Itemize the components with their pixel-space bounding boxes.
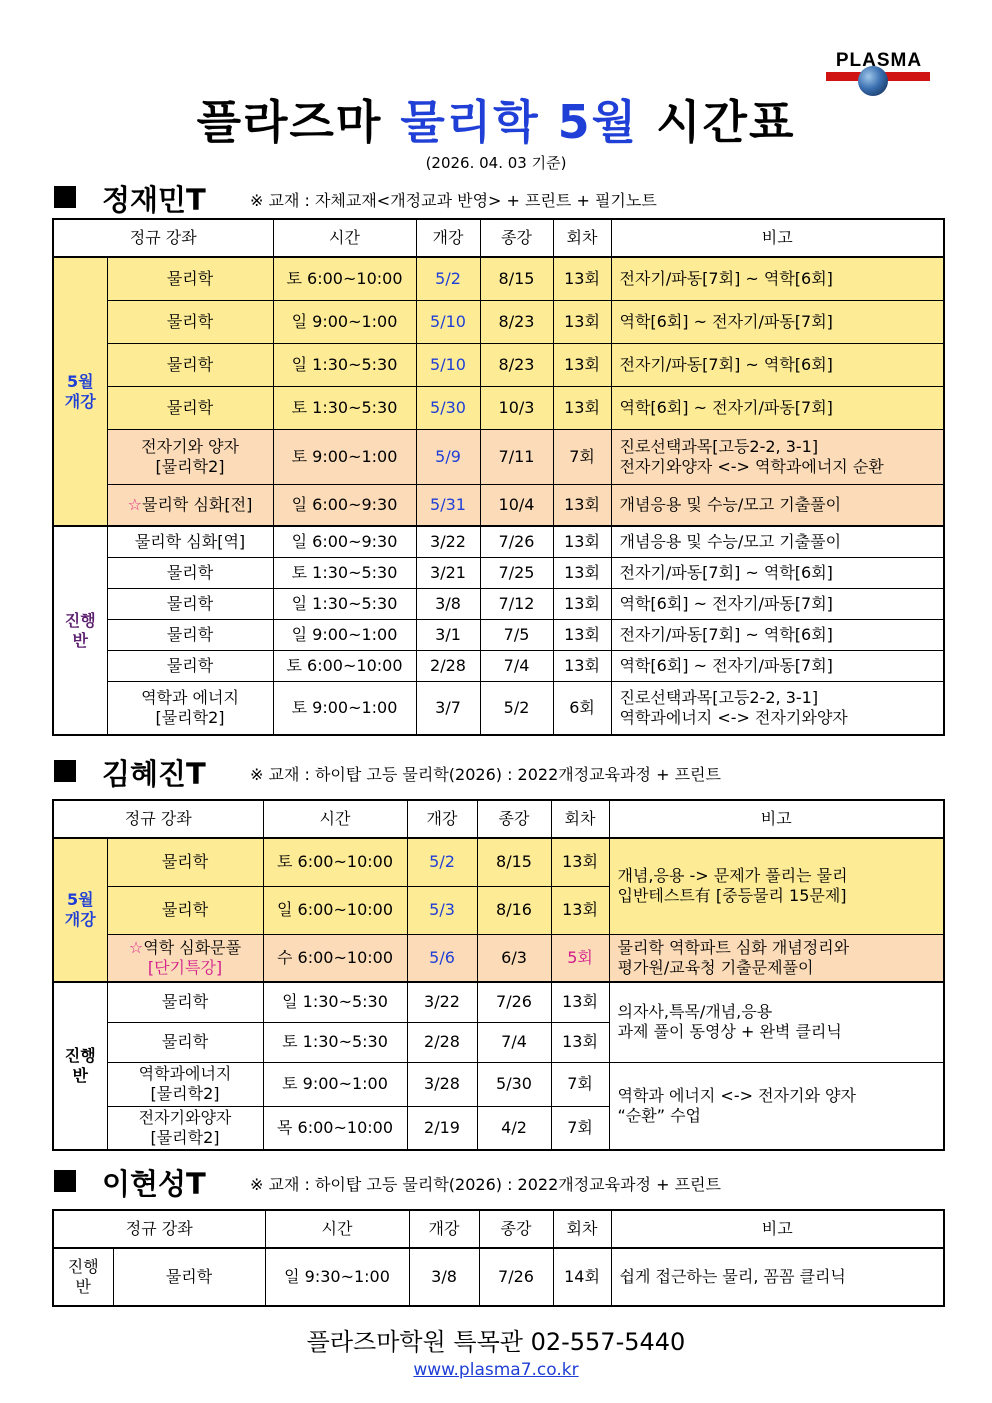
textbook-note: ※ 교재 : 자체교재<개정교과 반영> + 프린트 + 필기노트 [250,191,657,210]
course-cell: 전자기와 양자 [물리학2] [107,429,273,484]
course-cell: 물리학 [107,300,273,343]
course-cell: 물리학 [107,619,273,650]
note-cell: 개념응용 및 수능/모고 기출풀이 [611,484,944,526]
count-cell: 13회 [553,619,611,650]
time-cell: 일 1:30~5:30 [273,588,416,619]
note-cell: 전자기/파동[7회] ~ 역학[6회] [611,557,944,588]
table-header-row [53,219,944,257]
start-cell: 5/6 [407,934,477,982]
end-cell: 10/4 [480,484,553,526]
end-cell: 8/23 [480,343,553,386]
time-cell: 토 6:00~10:00 [273,650,416,681]
count-cell: 6회 [553,681,611,735]
start-cell: 5/30 [416,386,480,429]
note-cell: 역학[6회] ~ 전자기/파동[7회] [611,386,944,429]
section3-table [52,1209,945,1307]
time-cell: 일 9:30~1:00 [265,1248,409,1306]
table-row [53,257,944,300]
count-cell: 13회 [551,838,609,886]
count-cell: 13회 [551,886,609,934]
table-row [53,982,944,1022]
time-cell: 일 9:00~1:00 [273,300,416,343]
end-cell: 10/3 [480,386,553,429]
note-cell: 역학[6회] ~ 전자기/파동[7회] [611,588,944,619]
section2-table [52,799,945,1151]
end-cell: 4/2 [477,1106,551,1150]
textbook-note: ※ 교재 : 하이탑 고등 물리학(2026) : 2022개정교육과정 + 프린트 [250,1175,721,1194]
count-cell: 13회 [553,257,611,300]
end-cell: 7/4 [480,650,553,681]
table-row [53,588,944,619]
course-cell: 물리학 [107,650,273,681]
count-cell: 13회 [553,300,611,343]
textbook-note: ※ 교재 : 하이탑 고등 물리학(2026) : 2022개정교육과정 + 프린트 [250,765,721,784]
course-sub-text: [단기특강] [147,957,223,977]
course-cell: 물리학 [107,886,263,934]
count-cell: 13회 [551,1022,609,1062]
time-cell: 토 1:30~5:30 [273,557,416,588]
time-cell: 토 9:00~1:00 [273,429,416,484]
table-row [53,429,944,484]
course-cell: 물리학 [113,1248,265,1306]
time-cell: 일 6:00~9:30 [273,484,416,526]
count-cell: 7회 [551,1106,609,1150]
end-cell: 7/12 [480,588,553,619]
date-reference: (2026. 04. 03 기준) [425,154,567,172]
footer-contact: 플라즈마학원 특목관 02-557-5440 [306,1328,686,1356]
count-cell: 13회 [553,588,611,619]
table-header-row [53,800,944,838]
time-cell: 토 6:00~10:00 [273,257,416,300]
course-cell: 물리학 [107,343,273,386]
header-note: 비고 [611,1210,944,1248]
course-cell: 물리학 [107,588,273,619]
table-row [53,619,944,650]
end-cell: 8/15 [480,257,553,300]
start-cell: 5/9 [416,429,480,484]
time-cell: 일 1:30~5:30 [273,343,416,386]
group-label-ongoing: 진행 반 [53,1248,113,1306]
header-course: 정규 강좌 [53,219,273,257]
section-bullet-icon [54,186,76,208]
header-start: 개강 [416,219,480,257]
header-end: 종강 [480,219,553,257]
start-cell: 3/8 [409,1248,479,1306]
course-cell [107,934,263,982]
group-label-ongoing: 진행 반 [53,526,107,735]
course-cell: 물리학 [107,557,273,588]
time-cell: 토 1:30~5:30 [263,1022,407,1062]
website-link[interactable]: www.plasma7.co.kr [413,1360,579,1380]
course-text: 물리학 심화[전] [142,494,253,514]
header-course: 정규 강좌 [53,1210,265,1248]
note-cell: 전자기/파동[7회] ~ 역학[6회] [611,343,944,386]
count-cell: 13회 [553,557,611,588]
end-cell: 7/4 [477,1022,551,1062]
end-cell: 7/25 [480,557,553,588]
time-cell: 일 6:00~10:00 [263,886,407,934]
start-cell: 3/8 [416,588,480,619]
count-cell: 13회 [553,343,611,386]
header-course: 정규 강좌 [53,800,263,838]
start-cell: 2/19 [407,1106,477,1150]
note-cell: 진로선택과목[고등2-2, 3-1] 역학과에너지 <-> 전자기와양자 [611,681,944,735]
group-label-ongoing: 진행 반 [53,982,107,1150]
table-row [53,1248,944,1306]
table-header-row [53,1210,944,1248]
time-cell: 일 6:00~9:30 [273,526,416,557]
table-row [53,650,944,681]
end-cell: 7/26 [479,1248,553,1306]
time-cell: 수 6:00~10:00 [263,934,407,982]
header-note: 비고 [609,800,944,838]
title-part1: 플라즈마 [196,95,401,149]
start-cell: 3/22 [416,526,480,557]
note-cell: 의자사,특목/개념,응용 과제 풀이 동영상 + 완벽 클리닉 [609,982,944,1062]
header-note: 비고 [611,219,944,257]
count-cell: 7회 [553,429,611,484]
count-cell: 13회 [553,526,611,557]
note-cell: 개념,응용 -> 문제가 풀리는 물리 입반테스트有 [중등물리 15문제] [609,838,944,934]
star-icon: ☆ [128,937,144,957]
header-end: 종강 [477,800,551,838]
count-cell: 13회 [553,484,611,526]
header-count: 회차 [553,1210,611,1248]
time-cell: 목 6:00~10:00 [263,1106,407,1150]
start-cell: 5/2 [416,257,480,300]
section1-table [52,218,945,736]
teacher-name: 김혜진T [102,757,206,791]
course-cell: 물리학 [107,838,263,886]
end-cell: 5/30 [477,1062,551,1106]
table-row [53,526,944,557]
group-label-may: 5월 개강 [53,838,107,982]
count-cell: 13회 [553,386,611,429]
title-part3: 시간표 [638,95,796,149]
start-cell: 3/7 [416,681,480,735]
end-cell: 7/26 [477,982,551,1022]
header-count: 회차 [551,800,609,838]
note-cell: 물리학 역학파트 심화 개념정리와 평가원/교육청 기출문제풀이 [609,934,944,982]
count-cell: 13회 [551,982,609,1022]
table-row [53,343,944,386]
header-start: 개강 [407,800,477,838]
end-cell: 8/23 [480,300,553,343]
header-time: 시간 [265,1210,409,1248]
section-bullet-icon [54,1170,76,1192]
end-cell: 8/16 [477,886,551,934]
end-cell: 6/3 [477,934,551,982]
start-cell: 2/28 [416,650,480,681]
course-cell: 물리학 심화[역] [107,526,273,557]
course-cell: 물리학 [107,386,273,429]
end-cell: 7/5 [480,619,553,650]
count-cell: 13회 [553,650,611,681]
time-cell: 토 9:00~1:00 [263,1062,407,1106]
count-cell: 7회 [551,1062,609,1106]
note-cell: 쉽게 접근하는 물리, 꼼꼼 클리닉 [611,1248,944,1306]
course-cell: 물리학 [107,257,273,300]
table-row [53,838,944,886]
time-cell: 일 9:00~1:00 [273,619,416,650]
start-cell: 2/28 [407,1022,477,1062]
end-cell: 7/11 [480,429,553,484]
table-row [53,681,944,735]
table-row [53,934,944,982]
count-cell: 14회 [553,1248,611,1306]
time-cell: 토 9:00~1:00 [273,681,416,735]
course-text: 역학 심화문풀 [143,937,242,957]
star-icon: ☆ [127,494,143,514]
note-cell: 개념응용 및 수능/모고 기출풀이 [611,526,944,557]
start-cell: 3/1 [416,619,480,650]
time-cell: 일 1:30~5:30 [263,982,407,1022]
header-end: 종강 [479,1210,553,1248]
course-cell: 물리학 [107,982,263,1022]
teacher-name: 정재민T [102,183,206,217]
header-time: 시간 [273,219,416,257]
table-row [53,300,944,343]
course-cell: 역학과에너지 [물리학2] [107,1062,263,1106]
start-cell: 5/10 [416,300,480,343]
time-cell: 토 1:30~5:30 [273,386,416,429]
count-cell: 5회 [551,934,609,982]
note-cell: 전자기/파동[7회] ~ 역학[6회] [611,619,944,650]
start-cell: 5/10 [416,343,480,386]
time-cell: 토 6:00~10:00 [263,838,407,886]
course-cell: 역학과 에너지 [물리학2] [107,681,273,735]
section-bullet-icon [54,760,76,782]
table-row [53,557,944,588]
end-cell: 5/2 [480,681,553,735]
note-cell: 진로선택과목[고등2-2, 3-1] 전자기와양자 <-> 역학과에너지 순환 [611,429,944,484]
start-cell: 5/3 [407,886,477,934]
note-cell: 역학[6회] ~ 전자기/파동[7회] [611,300,944,343]
note-cell: 역학과 에너지 <-> 전자기와 양자 “순환” 수업 [609,1062,944,1150]
logo-text: PLASMA [835,50,923,71]
end-cell: 7/26 [480,526,553,557]
note-cell: 전자기/파동[7회] ~ 역학[6회] [611,257,944,300]
start-cell: 3/21 [416,557,480,588]
table-row [53,386,944,429]
end-cell: 8/15 [477,838,551,886]
start-cell: 3/28 [407,1062,477,1106]
header-time: 시간 [263,800,407,838]
header-count: 회차 [553,219,611,257]
group-label-may: 5월 개강 [53,257,107,526]
teacher-name: 이현성T [102,1167,206,1201]
start-cell: 3/22 [407,982,477,1022]
title-part2: 물리학 5월 [400,95,639,149]
table-row [53,1062,944,1106]
start-cell: 5/2 [407,838,477,886]
page-title [0,86,992,152]
note-cell: 역학[6회] ~ 전자기/파동[7회] [611,650,944,681]
table-row [53,484,944,526]
course-cell: 물리학 [107,1022,263,1062]
course-cell: 전자기와양자 [물리학2] [107,1106,263,1150]
course-cell [107,484,273,526]
header-start: 개강 [409,1210,479,1248]
start-cell: 5/31 [416,484,480,526]
